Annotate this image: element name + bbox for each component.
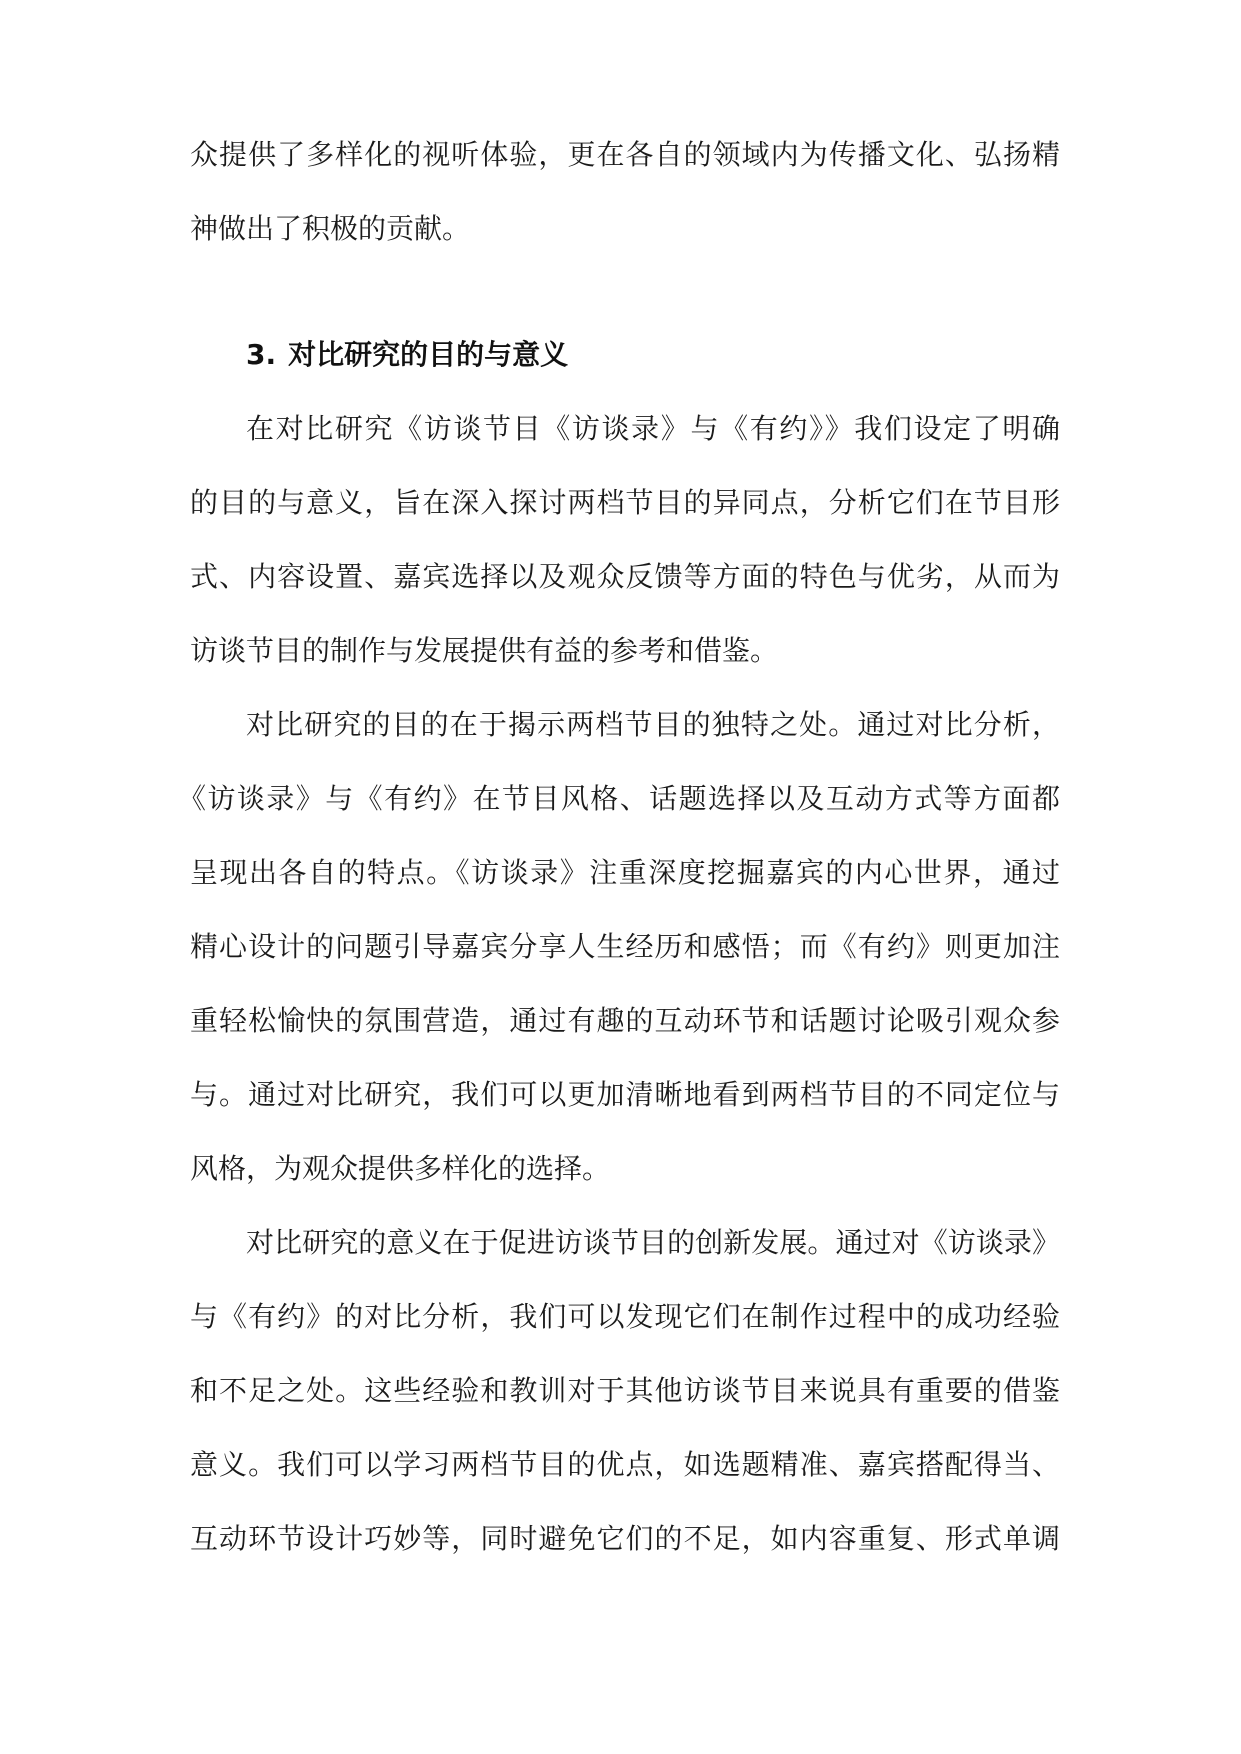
text-line: 与。通过对比研究，我们可以更加清晰地看到两档节目的不同定位与 (190, 1078, 1060, 1111)
text-line: 对比研究的目的在于揭示两档节目的独特之处。通过对比分析， (246, 708, 1060, 741)
text-line: 访谈节目的制作与发展提供有益的参考和借鉴。 (190, 634, 779, 667)
text-line: 精心设计的问题引导嘉宾分享人生经历和感悟；而《有约》则更加注 (190, 930, 1060, 963)
text-line: 风格，为观众提供多样化的选择。 (190, 1152, 611, 1185)
paragraph-purpose-intro (190, 392, 1060, 688)
text-line: 与《有约》的对比分析，我们可以发现它们在制作过程中的成功经验 (190, 1300, 1060, 1333)
text-line: 互动环节设计巧妙等，同时避免它们的不足，如内容重复、形式单调 (190, 1522, 1060, 1555)
section-number: 3. (246, 338, 277, 371)
text-line: 的目的与意义，旨在深入探讨两档节目的异同点，分析它们在节目形 (190, 486, 1060, 519)
text-line: 对比研究的意义在于促进访谈节目的创新发展。通过对《访谈录》 (246, 1226, 1060, 1259)
text-line: 呈现出各自的特点。《访谈录》注重深度挖掘嘉宾的内心世界，通过 (190, 856, 1060, 889)
text-line: 意义。我们可以学习两档节目的优点，如选题精准、嘉宾搭配得当、 (190, 1448, 1060, 1481)
paragraph-purpose (178, 688, 1060, 1206)
text-line: 重轻松愉快的氛围营造，通过有趣的互动环节和话题讨论吸引观众参 (190, 1004, 1060, 1037)
text-line: 在对比研究《访谈节目《访谈录》与《有约》》我们设定了明确 (246, 412, 1060, 445)
text-line: 式、内容设置、嘉宾选择以及观众反馈等方面的特色与优劣，从而为 (190, 560, 1060, 593)
text-line: 《访谈录》与《有约》在节目风格、话题选择以及互动方式等方面都 (178, 782, 1060, 815)
text-line: 和不足之处。这些经验和教训对于其他访谈节目来说具有重要的借鉴 (190, 1374, 1060, 1407)
section-heading (246, 318, 568, 392)
text-line: 众提供了多样化的视听体验，更在各自的领域内为传播文化、弘扬精 (190, 138, 1060, 171)
section-title: 对比研究的目的与意义 (288, 338, 569, 371)
paragraph-significance (190, 1206, 1060, 1576)
paragraph-continuation (190, 118, 1060, 266)
text-line: 神做出了积极的贡献。 (190, 212, 471, 245)
